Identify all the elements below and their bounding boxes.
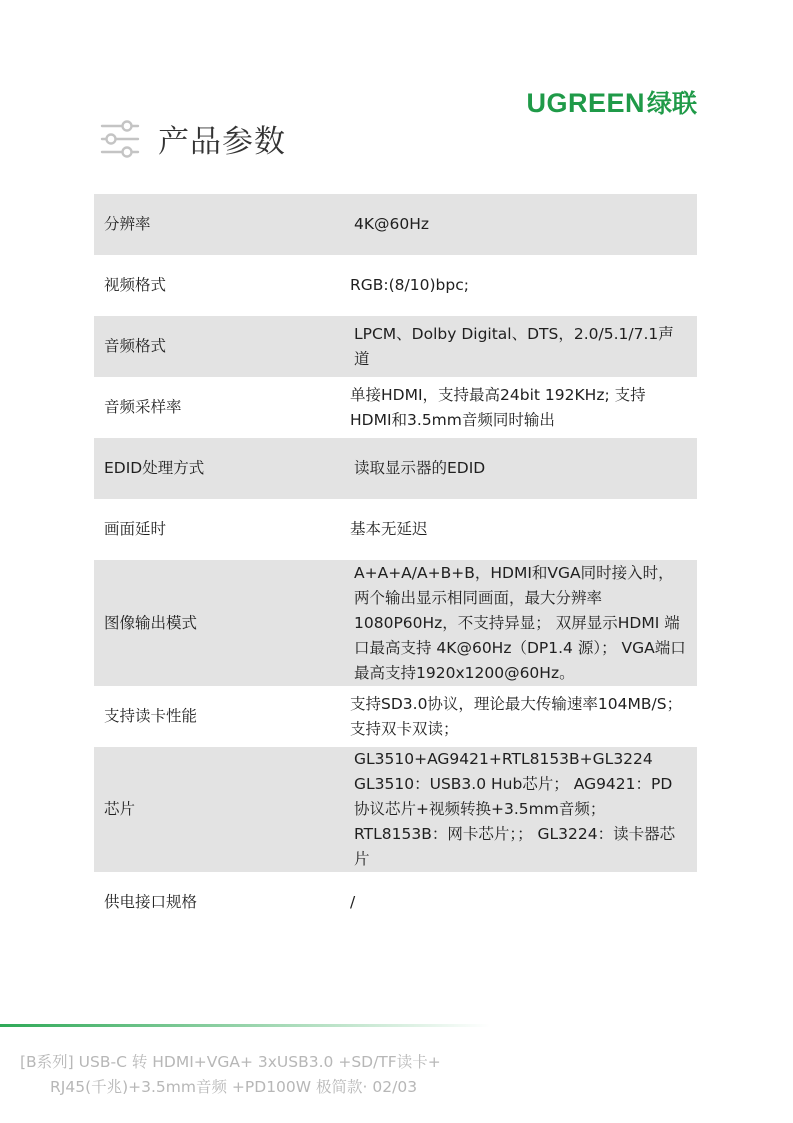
ugreen-logo	[526, 84, 697, 120]
table-row	[94, 499, 697, 560]
spec-value: RGB:(8/10)bpc;	[350, 276, 469, 294]
logo-latin: UGREEN	[526, 88, 645, 118]
table-row	[94, 316, 697, 377]
sliders-icon	[100, 119, 140, 159]
spec-key: 支持读卡性能	[104, 707, 198, 725]
spec-value: 支持SD3.0协议，理论最大传输速率104MB/S；支持双卡双读；	[350, 694, 683, 738]
footer-divider	[0, 1024, 490, 1027]
table-row	[94, 438, 697, 499]
spec-key: 音频格式	[94, 316, 340, 377]
spec-value: 单接HDMI，支持最高24bit 192KHz; 支持HDMI和3.5mm音频同时输出	[350, 385, 646, 429]
spec-key: EDID处理方式	[94, 438, 340, 499]
page-title: 产品参数	[158, 124, 286, 160]
footer-line-1: [B系列] USB-C 转 HDMI+VGA+ 3xUSB3.0 +SD/TF读卡+	[20, 1053, 441, 1071]
table-row	[94, 872, 697, 933]
table-row	[94, 377, 697, 438]
table-row	[94, 194, 697, 255]
footer	[20, 1050, 441, 1100]
spec-key: 供电接口规格	[104, 893, 198, 911]
table-row	[94, 747, 697, 872]
table-row	[94, 255, 697, 316]
table-row	[94, 686, 697, 747]
spec-key: 分辨率	[94, 194, 340, 255]
table-row	[94, 560, 697, 686]
logo-cjk: 绿联	[646, 89, 697, 118]
spec-value: 基本无延迟	[350, 520, 428, 538]
spec-key: 音频采样率	[104, 398, 182, 416]
spec-table	[94, 194, 697, 933]
section-header	[100, 116, 286, 161]
spec-value: 4K@60Hz	[340, 194, 697, 255]
spec-value: /	[350, 893, 356, 911]
spec-key: 画面延时	[104, 520, 167, 538]
spec-key: 芯片	[94, 747, 340, 872]
spec-key: 视频格式	[104, 276, 167, 294]
spec-value: LPCM、Dolby Digital、DTS，2.0/5.1/7.1声道	[340, 316, 697, 377]
spec-key: 图像输出模式	[94, 560, 340, 686]
spec-value: GL3510+AG9421+RTL8153B+GL3224 GL3510：USB3.0 Hub芯片； AG9421：PD协议芯片+视频转换+3.5mm音频； RTL8153B：网卡芯片；； GL3224：读卡器芯片	[340, 747, 697, 872]
spec-value: A+A+A/A+B+B，HDMI和VGA同时接入时，两个输出显示相同画面，最大分辨率1080P60Hz，不支持异显； 双屏显示HDMI 端口最高支持 4K@60Hz（DP1.4 源）； VGA端口最高支持1920x1200@60Hz。	[340, 560, 697, 686]
spec-value: 读取显示器的EDID	[340, 438, 697, 499]
footer-line-2: RJ45(千兆)+3.5mm音频 +PD100W 极简款· 02/03	[50, 1078, 418, 1096]
